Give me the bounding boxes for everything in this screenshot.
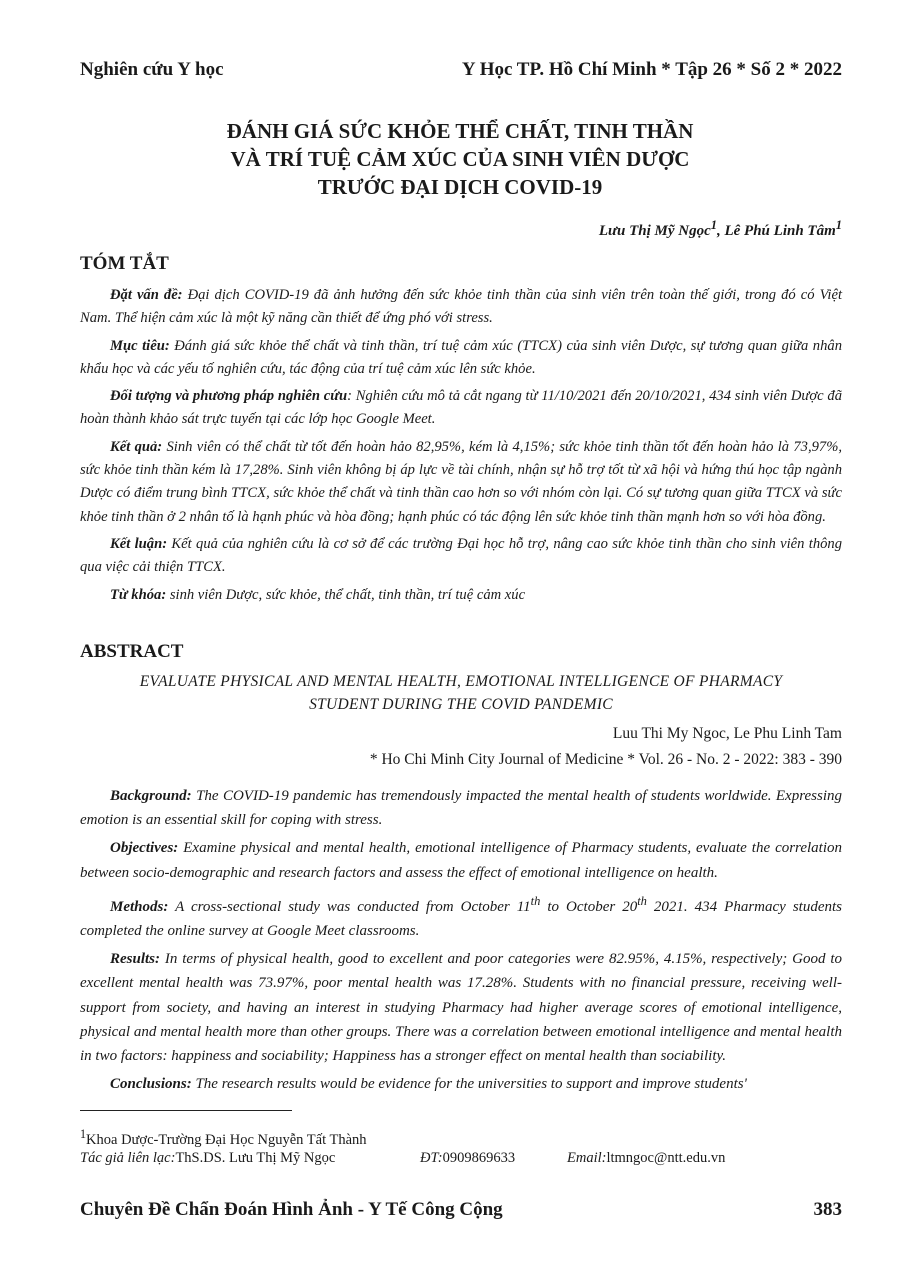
page-number: 383 [813, 1199, 842, 1220]
paragraph-label: Mục tiêu: [110, 337, 170, 354]
paragraph-text: The research results would be evidence for the universities to support and improve students' [191, 1076, 747, 1093]
summary-paragraph [80, 533, 842, 580]
paragraph-label: Đặt vấn đề: [110, 287, 183, 303]
footnote-divider [80, 1110, 292, 1111]
author-separator: , [716, 223, 725, 239]
section-heading-abstract: ABSTRACT [80, 641, 184, 662]
abstract-paragraph [80, 947, 842, 1068]
contact-name: ThS.DS. Lưu Thị Mỹ Ngọc [175, 1150, 336, 1166]
paragraph-label: Objectives: [110, 840, 179, 857]
paragraph-text: to October 20 [540, 898, 638, 915]
paragraph-text: Kết quả của nghiên cứu là cơ sở để các trường Đại học hỗ trợ, nâng cao sức khỏe tinh thần cho sinh viên thông qua việc cải thiện TTCX. [80, 535, 843, 576]
affiliation-text: Khoa Dược-Trường Đại Học Nguyễn Tất Thành [86, 1131, 367, 1148]
phone-label: ĐT: [420, 1150, 443, 1166]
paragraph-text: Examine physical and mental health, emotional intelligence of Pharmacy students, evaluate the correlation between socio-demographic and research factors and assess the effect of emotional intelligence on health. [80, 840, 842, 881]
abstract-paragraph [80, 784, 842, 832]
vietnamese-summary [80, 284, 842, 611]
author-list-en: Luu Thi My Ngoc, Le Phu Linh Tam [612, 725, 842, 742]
paragraph-text: A cross-sectional study was conducted from October 11 [168, 898, 531, 915]
english-title-line: STUDENT DURING THE COVID PANDEMIC [309, 696, 613, 713]
paragraph-text: In terms of physical health, good to excellent and poor categories were 82.95%, 4.15%, respectively; Good to excellent mental health was 73.97%, poor mental health was 17.28%. Students with no financial pressure, receiving well-support from society, and having an interest in studying Pharmacy had higher average scores of emotional intelligence, physical and mental health more than other groups. There was a correlation between emotional intelligence and mental health in two factors: happiness and sociability; Happiness has a stronger effect on mental health than sociability. [80, 951, 842, 1065]
summary-paragraph [80, 335, 842, 382]
paragraph-label: Methods: [110, 898, 169, 915]
summary-paragraph [80, 284, 842, 331]
author-list-vn [599, 218, 842, 240]
paragraph-label: Results: [110, 951, 161, 968]
footnote-affiliation [80, 1127, 367, 1149]
running-footer-section: Chuyên Đề Chẩn Đoán Hình Ảnh - Y Tế Công Cộng [80, 1199, 503, 1220]
contact-label: Tác giả liên lạc: [80, 1150, 176, 1166]
running-header-right: Y Học TP. Hồ Chí Minh * Tập 26 * Số 2 * 2022 [461, 59, 842, 80]
paragraph-text: 2021. 434 Pharmacy students completed the online survey at Google Meet classrooms. [80, 898, 842, 940]
paragraph-text: sinh viên Dược, sức khỏe, thể chất, tinh thần, trí tuệ cảm xúc [166, 586, 526, 603]
email-address[interactable]: ltmngoc@ntt.edu.vn [606, 1150, 726, 1166]
english-title [80, 670, 842, 716]
paragraph-label: Từ khóa: [110, 586, 167, 603]
title-line: TRƯỚC ĐẠI DỊCH COVID-19 [317, 175, 603, 199]
paragraph-text: Đánh giá sức khỏe thể chất và tinh thần, trí tuệ cảm xúc (TTCX) của sinh viên Dược, sự tương quan giữa nhân khẩu học và các yếu tố nghiên cứu, tác động của trí tuệ cảm xúc lên sức khỏe. [80, 337, 842, 377]
english-title-line: EVALUATE PHYSICAL AND MENTAL HEALTH, EMOTIONAL INTELLIGENCE OF PHARMACY [139, 673, 783, 690]
summary-paragraph [80, 436, 842, 529]
paragraph-text: Đại dịch COVID-19 đã ảnh hưởng đến sức khỏe tinh thần của sinh viên trên toàn thế giới, trong đó có Việt Nam. Thể hiện cảm xúc là một kỹ năng cần thiết để ứng phó với stress. [80, 287, 842, 327]
running-header-left: Nghiên cứu Y học [80, 59, 224, 80]
summary-paragraph [80, 584, 842, 607]
abstract-paragraph [80, 889, 842, 943]
title-line: ĐÁNH GIÁ SỨC KHỎE THỂ CHẤT, TINH THẦN [226, 119, 694, 143]
author-name: Lê Phú Linh Tâm [724, 223, 836, 239]
paragraph-text: The COVID-19 pandemic has tremendously impacted the mental health of students worldwide. Expressing emotion is an essential skill for coping with stress. [80, 788, 842, 829]
article-title [80, 117, 840, 201]
ordinal-suffix: th [530, 893, 541, 908]
affiliation-marker: 1 [710, 218, 717, 232]
paragraph-label: Kết luận: [110, 535, 168, 552]
paragraph-label: Đối tượng và phương pháp nghiên cứu [110, 388, 348, 405]
ordinal-suffix: th [637, 893, 647, 908]
author-name: Lưu Thị Mỹ Ngọc [598, 223, 711, 239]
paragraph-label: Kết quả: [110, 438, 163, 455]
summary-paragraph [80, 385, 842, 432]
english-abstract [80, 784, 842, 1100]
email-label: Email: [567, 1150, 607, 1166]
paragraph-text: : Nghiên cứu mô tả cắt ngang từ 11/10/2021 đến 20/10/2021, 434 sinh viên Dược đã hoàn thành khảo sát trực tuyến tại các lớp học Google Meet. [80, 388, 842, 428]
journal-citation: * Ho Chi Minh City Journal of Medicine * Vol. 26 - No. 2 - 2022: 383 - 390 [369, 751, 842, 768]
phone-number: 0909869633 [442, 1150, 516, 1166]
contact-email [567, 1150, 726, 1167]
contact-phone [420, 1150, 516, 1167]
paragraph-label: Background: [110, 788, 192, 804]
affiliation-marker: 1 [80, 1127, 87, 1141]
abstract-paragraph [80, 836, 842, 884]
title-line: VÀ TRÍ TUỆ CẢM XÚC CỦA SINH VIÊN DƯỢC [230, 147, 690, 171]
section-heading-tomtat: TÓM TẮT [80, 253, 169, 274]
paragraph-text: Sinh viên có thể chất từ tốt đến hoàn hảo 82,95%, kém là 4,15%; sức khỏe tinh thần tốt đến hoàn hảo là 73,97%, sức khỏe tinh thần kém là 17,28%. Sinh viên không bị áp lực về tài chính, nhận sự hỗ trợ tốt từ xã hội và hứng thú học tập ngành Dược có điểm trung bình TTCX, sức khỏe thể chất và tinh thần cao hơn so với nhóm còn lại. Có sự tương quan giữa TTCX và sức khỏe tinh thần ở 2 nhân tố là hạnh phúc và hòa đồng; hạnh phúc có tác động lên sức khỏe tinh thần mạnh hơn so với hòa đồng. [80, 438, 843, 525]
affiliation-marker: 1 [835, 218, 842, 232]
abstract-paragraph [80, 1072, 842, 1096]
contact-author [80, 1150, 336, 1167]
paragraph-label: Conclusions: [110, 1076, 192, 1093]
